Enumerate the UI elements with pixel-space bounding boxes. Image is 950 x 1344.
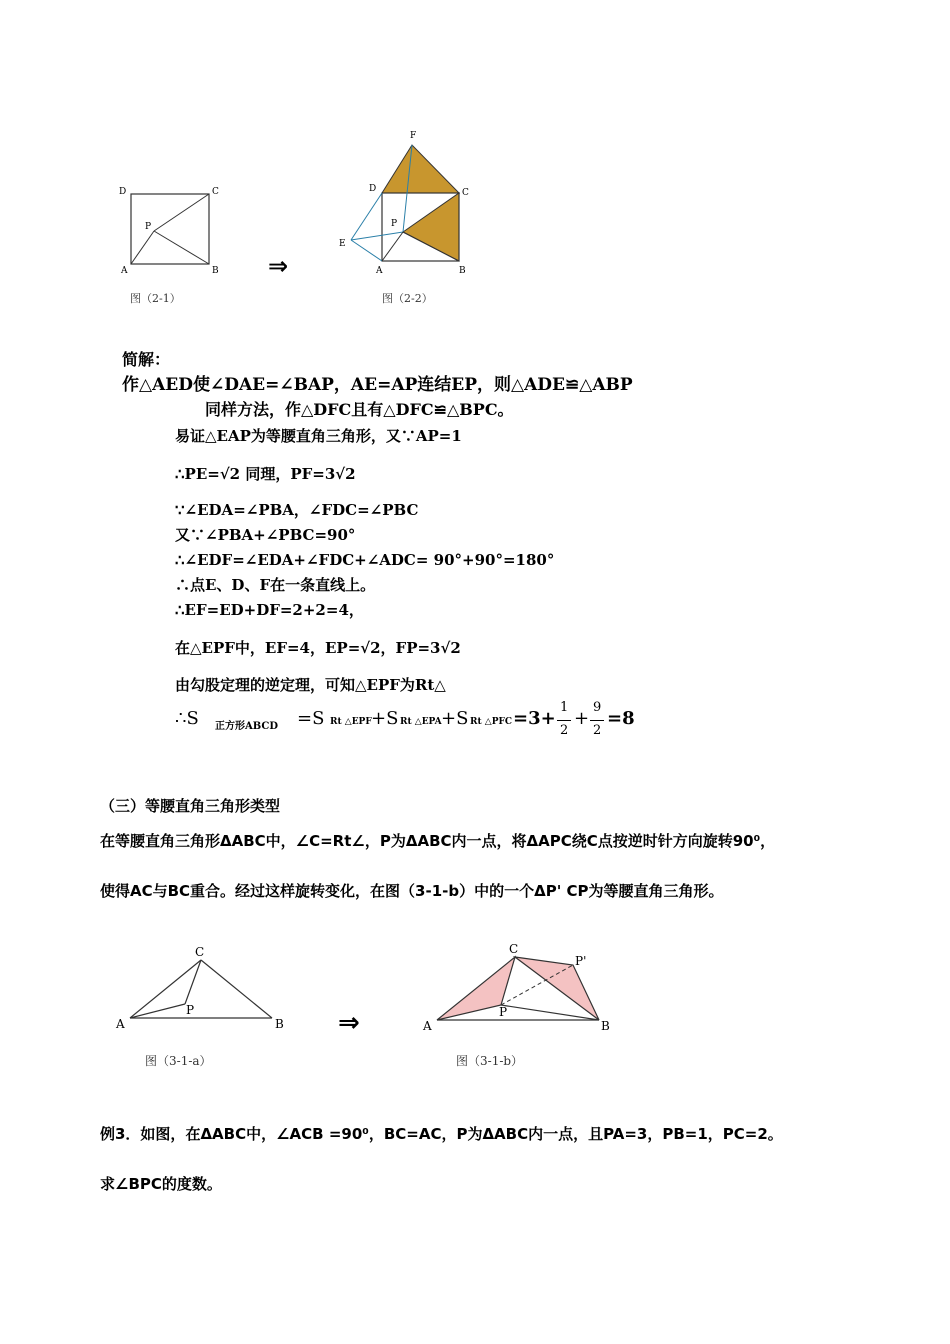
- label-C: C: [195, 945, 205, 959]
- solution-line-3: 易证△EAP为等腰直角三角形，又∵AP=1: [175, 427, 462, 445]
- label-P: P: [186, 1003, 195, 1017]
- area-plus-1: +S: [371, 708, 399, 729]
- label-A: A: [116, 1017, 125, 1031]
- area-eq: =S: [297, 708, 325, 729]
- area-result: =8: [607, 708, 635, 729]
- area-plus-3: +: [574, 708, 590, 729]
- arrow-right-1: ⇒: [268, 252, 289, 280]
- caption-fig-2-1: 图（2-1）: [130, 292, 181, 305]
- solution-line-6: 又∵∠PBA+∠PBC=90°: [175, 526, 356, 544]
- example-3-line-1: 例3．如图，在ΔABC中，∠ACB =90⁰，BC=AC，P为ΔABC内一点，且PA=3，PB=1，PC=2。: [100, 1125, 783, 1143]
- area-sub-1: Rt △EPF: [330, 717, 372, 727]
- solution-line-8: ∴点E、D、F在一条直线上。: [175, 576, 376, 594]
- solution-line-4: ∴PE=√2 同理，PF=3√2: [175, 465, 356, 483]
- label-P: P: [391, 219, 398, 229]
- label-A: A: [121, 266, 128, 276]
- label-C: C: [509, 942, 519, 956]
- figure-2-2: [335, 125, 480, 280]
- solution-line-7: ∴∠EDF=∠EDA+∠FDC+∠ADC= 90°+90°=180°: [175, 551, 555, 569]
- label-P: P: [499, 1005, 508, 1019]
- area-tail: =3+: [513, 708, 556, 729]
- area-plus-2: +S: [441, 708, 469, 729]
- caption-fig-3-1-a: 图（3-1-a）: [145, 1054, 212, 1068]
- solution-line-5: ∵∠EDA=∠PBA，∠FDC=∠PBC: [175, 501, 419, 519]
- label-A: A: [376, 266, 383, 276]
- caption-fig-3-1-b: 图（3-1-b）: [456, 1054, 524, 1068]
- label-D: D: [119, 187, 127, 197]
- figure-3-1-a: [110, 940, 295, 1035]
- label-P: P: [145, 222, 152, 232]
- frac1-num: 1: [560, 700, 569, 715]
- frac1-den: 2: [560, 723, 569, 738]
- section-3-para-2: 使得AC与BC重合。经过这样旋转变化，在图（3-1-b）中的一个ΔP' CP为等腰直角三角形。: [100, 882, 724, 900]
- label-C: C: [462, 188, 469, 198]
- section-3-heading: （三）等腰直角三角形类型: [100, 797, 281, 815]
- area-prefix: ∴S: [175, 708, 199, 729]
- area-sub-square: 正方形ABCD: [215, 721, 279, 732]
- label-C: C: [212, 187, 219, 197]
- frac1-bar: [557, 720, 571, 721]
- figure-2-1: [112, 180, 232, 280]
- frac2-den: 2: [593, 723, 602, 738]
- area-sub-3: Rt △PFC: [470, 717, 513, 727]
- solution-line-10: 在△EPF中，EF=4，EP=√2，FP=3√2: [175, 639, 461, 657]
- frac2-bar: [590, 720, 604, 721]
- frac2-num: 9: [593, 700, 602, 715]
- section-3-para-1: 在等腰直角三角形ΔABC中，∠C=Rt∠，P为ΔABC内一点，将ΔAPC绕C点按逆时针方向旋转90⁰，: [100, 832, 776, 850]
- solution-line-9: ∴EF=ED+DF=2+2=4，: [175, 601, 364, 619]
- solution-line-1: 作△AED使∠DAE=∠BAP，AE=AP连结EP，则△ADE≌△ABP: [122, 375, 633, 395]
- label-E: E: [339, 239, 346, 249]
- label-B: B: [275, 1017, 284, 1031]
- area-sub-2: Rt △EPA: [400, 717, 442, 727]
- figure-3-1-b: [415, 935, 615, 1035]
- label-A: A: [423, 1019, 432, 1033]
- label-P-prime: P': [575, 954, 587, 968]
- label-F: F: [410, 131, 417, 141]
- solution-line-11: 由勾股定理的逆定理，可知△EPF为Rt△: [175, 676, 446, 694]
- solution-line-2: 同样方法，作△DFC且有△DFC≌△BPC。: [205, 400, 514, 419]
- label-B: B: [459, 266, 466, 276]
- label-B: B: [601, 1019, 610, 1033]
- solution-title: 简解：: [122, 350, 171, 369]
- label-D: D: [369, 184, 377, 194]
- example-3-line-2: 求∠BPC的度数。: [100, 1175, 222, 1193]
- label-B: B: [212, 266, 219, 276]
- caption-fig-2-2: 图（2-2）: [382, 292, 433, 305]
- arrow-right-2: ⇒: [338, 1008, 360, 1038]
